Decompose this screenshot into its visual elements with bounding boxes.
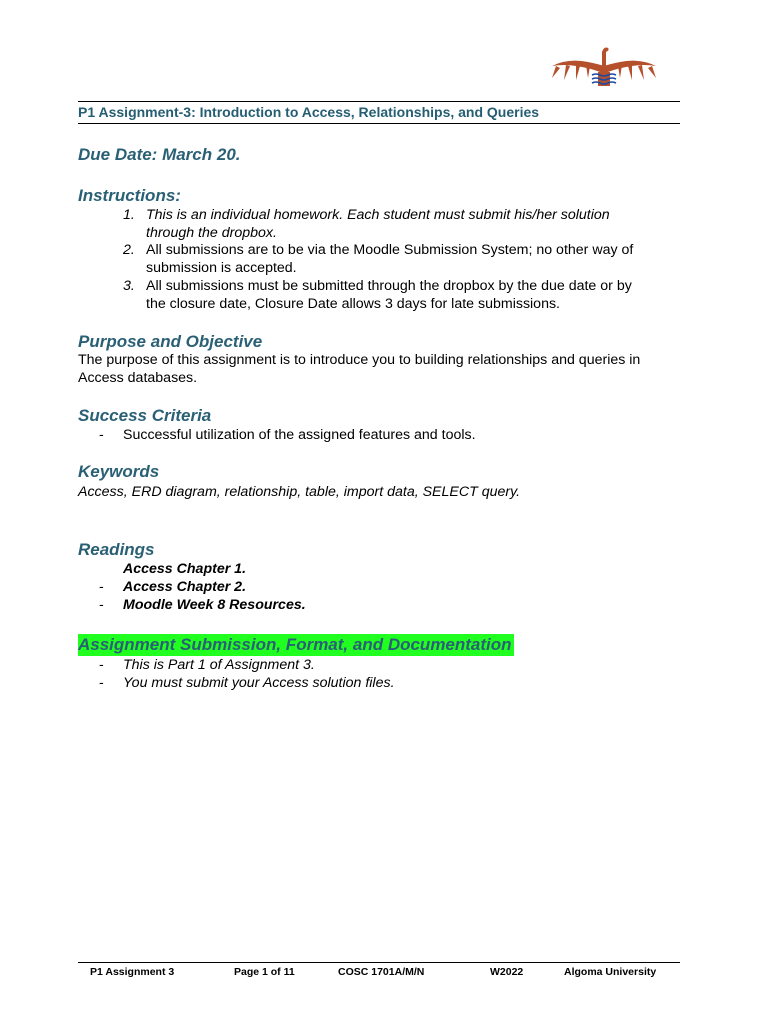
bullet-dash: - [99, 675, 104, 691]
bullet-dash: - [99, 597, 104, 613]
success-criteria-heading: Success Criteria [78, 406, 212, 425]
document-title: P1 Assignment-3: Introduction to Access, Relationships, and Queries [78, 104, 540, 120]
instruction-number: 1. [123, 207, 135, 223]
reading-item: Access Chapter 2. [123, 579, 247, 595]
footer-course: COSC 1701A/M/N [338, 966, 425, 978]
bullet-dash: - [99, 579, 104, 595]
success-criteria-item: Successful utilization of the assigned features and tools. [123, 427, 476, 443]
submission-item: This is Part 1 of Assignment 3. [123, 657, 315, 673]
bullet-dash: - [99, 657, 104, 673]
instruction-text: submission is accepted. [146, 260, 297, 276]
instruction-number: 2. [123, 242, 135, 258]
submission-heading: Assignment Submission, Format, and Documentation [78, 635, 512, 654]
instruction-text: through the dropbox. [146, 225, 277, 241]
due-date-heading: Due Date: March 20. [78, 145, 241, 164]
instructions-heading: Instructions: [78, 186, 181, 205]
purpose-heading: Purpose and Objective [78, 332, 263, 351]
purpose-line: The purpose of this assignment is to introduce you to building relationships and queries in [78, 352, 641, 368]
instruction-text: All submissions must be submitted through the dropbox by the due date or by [146, 278, 632, 294]
purpose-text [78, 351, 688, 387]
purpose-line: Access databases. [78, 370, 198, 386]
instruction-text: This is an individual homework. Each student must submit his/her solution [146, 207, 610, 223]
algoma-thunderbird-logo-icon [548, 44, 660, 90]
reading-item: Moodle Week 8 Resources. [123, 597, 306, 613]
instruction-number: 3. [123, 278, 135, 294]
footer-page-number: Page 1 of 11 [234, 966, 295, 978]
submission-item: You must submit your Access solution files. [123, 675, 395, 691]
bullet-dash: - [99, 427, 104, 443]
keywords-heading: Keywords [78, 462, 160, 481]
keywords-text: Access, ERD diagram, relationship, table, import data, SELECT query. [78, 484, 521, 500]
readings-heading: Readings [78, 540, 155, 559]
document-title-bar [78, 101, 680, 124]
instruction-text: All submissions are to be via the Moodle Submission System; no other way of [146, 242, 634, 258]
page-footer [78, 962, 680, 979]
footer-doc-name: P1 Assignment 3 [90, 966, 175, 978]
instruction-text: the closure date, Closure Date allows 3 days for late submissions. [146, 296, 561, 312]
reading-item: Access Chapter 1. [123, 561, 247, 577]
footer-school: Algoma University [564, 966, 657, 978]
footer-term: W2022 [490, 966, 524, 978]
